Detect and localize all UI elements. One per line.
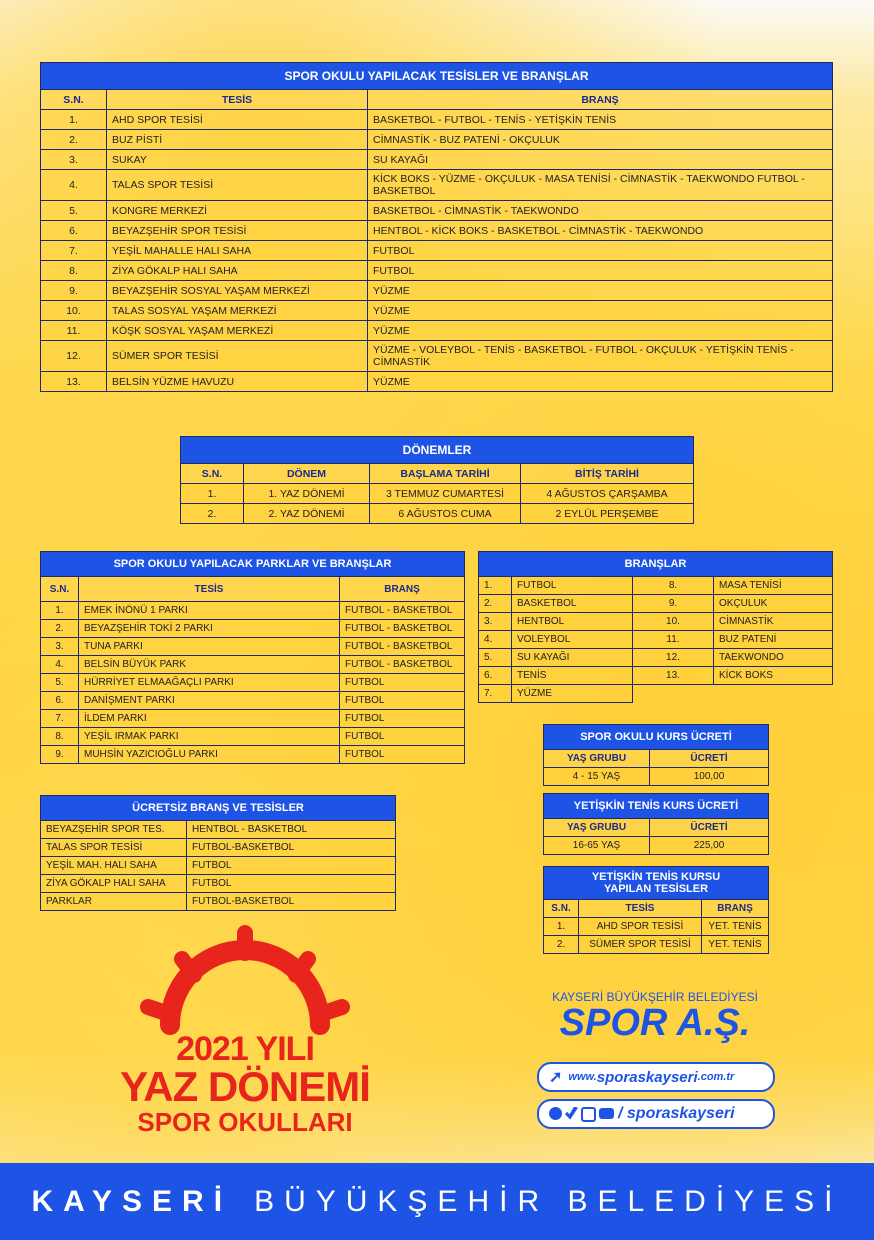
table-row: [41, 372, 833, 392]
row-number: 9.: [41, 746, 79, 764]
title-line: YETİŞKİN TENİS KURSU: [591, 871, 721, 883]
facility-branches: BASKETBOL - CİMNASTİK - TAEKWONDO: [368, 201, 833, 221]
table-row: [41, 170, 833, 201]
row-number: 11.: [633, 631, 714, 649]
row-number: 12.: [633, 649, 714, 667]
tennis-fee-section: [543, 793, 769, 855]
parks-section: [40, 551, 465, 764]
park-branches: FUTBOL: [340, 746, 465, 764]
sun-icon: [110, 925, 380, 1035]
facility-name: BEYAZŞEHİR SPOR TES.: [41, 821, 187, 839]
branch-name: BASKETBOL: [512, 595, 633, 613]
table-row: [41, 656, 465, 674]
table-row: [544, 936, 769, 954]
park-name: DANİŞMENT PARKI: [79, 692, 340, 710]
social-link[interactable]: [537, 1099, 775, 1129]
facility-name: SUKAY: [107, 150, 368, 170]
facility-name: ZİYA GÖKALP HALI SAHA: [41, 875, 187, 893]
youtube-icon: [599, 1108, 614, 1119]
table-row: [41, 261, 833, 281]
table-row: [41, 602, 465, 620]
logo-year: 2021 YILI: [176, 1030, 314, 1068]
course-fee-section: [543, 724, 769, 786]
periods-title: DÖNEMLER: [181, 437, 694, 464]
summer-logo: [110, 925, 380, 1140]
row-number: 5.: [41, 201, 107, 221]
website-link[interactable]: [537, 1062, 775, 1092]
tennis-facilities-title: [544, 867, 769, 900]
facility-branches: SU KAYAĞI: [368, 150, 833, 170]
facility-branches: FUTBOL: [187, 875, 396, 893]
row-number: 13.: [41, 372, 107, 392]
row-number: 7.: [41, 710, 79, 728]
row-number: 1.: [181, 484, 244, 504]
fee-value: 100,00: [650, 768, 769, 786]
table-row: [479, 649, 833, 667]
course-fee-table: [543, 724, 769, 786]
col-header: BRANŞ: [368, 90, 833, 110]
course-fee-title: SPOR OKULU KURS ÜCRETİ: [544, 725, 769, 750]
row-number: 2.: [181, 504, 244, 524]
park-name: BELSİN BÜYÜK PARK: [79, 656, 340, 674]
row-number: 3.: [41, 150, 107, 170]
facility-name: KÖŞK SOSYAL YAŞAM MERKEZİ: [107, 321, 368, 341]
web-prefix: www.: [568, 1071, 597, 1083]
logo-subtitle: SPOR OKULLARI: [137, 1107, 353, 1137]
facility-branches: KİCK BOKS - YÜZME - OKÇULUK - MASA TENİSİ - CİMNASTİK - TAEKWONDO FUTBOL - BASKETBOL: [368, 170, 833, 201]
facebook-icon: [549, 1107, 562, 1120]
col-header: TESİS: [107, 90, 368, 110]
col-header: TESİS: [579, 900, 702, 918]
table-row: [479, 577, 833, 595]
col-header: BAŞLAMA TARİHİ: [370, 464, 521, 484]
brand-org: KAYSERİ BÜYÜKŞEHİR BELEDİYESİ: [552, 990, 758, 1004]
facility-branches: CİMNASTİK - BUZ PATENİ - OKÇULUK: [368, 130, 833, 150]
row-number: 7.: [479, 685, 512, 703]
park-branches: FUTBOL - BASKETBOL: [340, 656, 465, 674]
table-row: [41, 110, 833, 130]
facility-name: SÜMER SPOR TESİSİ: [579, 936, 702, 954]
row-number: 8.: [41, 728, 79, 746]
park-branches: FUTBOL: [340, 692, 465, 710]
row-number: 4.: [41, 170, 107, 201]
tennis-facilities-table: [543, 866, 769, 954]
facility-name: SÜMER SPOR TESİSİ: [107, 341, 368, 372]
table-row: [41, 301, 833, 321]
facility-branches: HENTBOL - KİCK BOKS - BASKETBOL - CİMNASTİK - TAEKWONDO: [368, 221, 833, 241]
branch-name: CİMNASTİK: [714, 613, 833, 631]
facility-branches: YÜZME: [368, 301, 833, 321]
facility-name: YEŞİL MAHALLE HALI SAHA: [107, 241, 368, 261]
table-row: [41, 638, 465, 656]
park-name: İLDEM PARKI: [79, 710, 340, 728]
title-line: YAPILAN TESİSLER: [603, 883, 709, 895]
table-row: [41, 893, 396, 911]
row-number: 4.: [479, 631, 512, 649]
row-number: 9.: [633, 595, 714, 613]
row-number: 2.: [41, 620, 79, 638]
table-row: [41, 674, 465, 692]
table-row: [41, 875, 396, 893]
tennis-fee-title: YETİŞKİN TENİS KURS ÜCRETİ: [544, 794, 769, 819]
facility-branches: FUTBOL-BASKETBOL: [187, 893, 396, 911]
facility-branches: FUTBOL: [187, 857, 396, 875]
facility-branches: HENTBOL - BASKETBOL: [187, 821, 396, 839]
park-name: BEYAZŞEHİR TOKİ 2 PARKI: [79, 620, 340, 638]
facility-name: BEYAZŞEHİR SOSYAL YAŞAM MERKEZİ: [107, 281, 368, 301]
park-name: TUNA PARKI: [79, 638, 340, 656]
branch-name: MASA TENİSİ: [714, 577, 833, 595]
table-row: [41, 746, 465, 764]
empty-cell: [633, 685, 833, 703]
facility-branches: YÜZME: [368, 372, 833, 392]
table-row: [41, 821, 396, 839]
park-branches: FUTBOL: [340, 728, 465, 746]
row-number: 1.: [544, 918, 579, 936]
table-row: [41, 130, 833, 150]
table-row: [41, 728, 465, 746]
table-row: [41, 241, 833, 261]
col-header: S.N.: [41, 90, 107, 110]
row-number: 13.: [633, 667, 714, 685]
row-number: 10.: [633, 613, 714, 631]
row-number: 11.: [41, 321, 107, 341]
facility-name: KONGRE MERKEZİ: [107, 201, 368, 221]
col-header: BİTİŞ TARİHİ: [521, 464, 694, 484]
park-name: MUHSİN YAZICIOĞLU PARKI: [79, 746, 340, 764]
row-number: 12.: [41, 341, 107, 372]
park-branches: FUTBOL - BASKETBOL: [340, 620, 465, 638]
row-number: 10.: [41, 301, 107, 321]
row-number: 5.: [479, 649, 512, 667]
row-number: 3.: [479, 613, 512, 631]
branch-name: VOLEYBOL: [512, 631, 633, 649]
send-icon: ➚: [549, 1069, 563, 1086]
brand-name: SPOR A.Ş.: [559, 1002, 751, 1044]
facility-name: AHD SPOR TESİSİ: [107, 110, 368, 130]
row-number: 1.: [479, 577, 512, 595]
col-header: S.N.: [41, 577, 79, 602]
footer-banner: [0, 1163, 874, 1240]
facility-name: AHD SPOR TESİSİ: [579, 918, 702, 936]
branch-name: OKÇULUK: [714, 595, 833, 613]
facility-name: TALAS SOSYAL YAŞAM MERKEZİ: [107, 301, 368, 321]
row-number: 9.: [41, 281, 107, 301]
start-date: 3 TEMMUZ CUMARTESİ: [370, 484, 521, 504]
table-row: [479, 631, 833, 649]
branches-table: [478, 551, 833, 703]
row-number: 2.: [544, 936, 579, 954]
footer-municipality: BÜYÜKŞEHİR BELEDİYESİ: [254, 1184, 843, 1218]
facility-name: TALAS SPOR TESİSİ: [107, 170, 368, 201]
periods-section: [180, 436, 694, 524]
table-row: [41, 321, 833, 341]
parks-title: SPOR OKULU YAPILACAK PARKLAR VE BRANŞLAR: [41, 552, 465, 577]
park-name: HÜRRİYET ELMAAĞAÇLI PARKI: [79, 674, 340, 692]
facility-name: PARKLAR: [41, 893, 187, 911]
fee-value: 225,00: [650, 837, 769, 855]
tennis-facilities-section: [543, 866, 769, 954]
col-header: BRANŞ: [702, 900, 769, 918]
age-group: 16-65 YAŞ: [544, 837, 650, 855]
row-number: 6.: [479, 667, 512, 685]
branch-name: TENİS: [512, 667, 633, 685]
col-header: S.N.: [181, 464, 244, 484]
col-header: S.N.: [544, 900, 579, 918]
park-branches: FUTBOL - BASKETBOL: [340, 602, 465, 620]
park-name: YEŞİL IRMAK PARKI: [79, 728, 340, 746]
branch-name: SU KAYAĞI: [512, 649, 633, 667]
tennis-fee-table: [543, 793, 769, 855]
social-handle: / sporaskayseri: [618, 1105, 735, 1122]
table-row: [479, 667, 833, 685]
row-number: 4.: [41, 656, 79, 674]
twitter-icon: [565, 1107, 578, 1120]
table-row: [544, 918, 769, 936]
row-number: 6.: [41, 692, 79, 710]
table-row: [41, 201, 833, 221]
table-row: [479, 685, 833, 703]
row-number: 6.: [41, 221, 107, 241]
branch-name: YÜZME: [512, 685, 633, 703]
free-title: ÜCRETSİZ BRANŞ VE TESİSLER: [41, 796, 396, 821]
parks-table: [40, 551, 465, 764]
table-row: [479, 613, 833, 631]
facility-name: YEŞİL MAH. HALI SAHA: [41, 857, 187, 875]
facilities-title: SPOR OKULU YAPILACAK TESİSLER VE BRANŞLAR: [41, 63, 833, 90]
age-group: 4 - 15 YAŞ: [544, 768, 650, 786]
facility-branches: YÜZME: [368, 281, 833, 301]
table-row: [41, 150, 833, 170]
facilities-table: [40, 62, 833, 392]
web-suffix: .com.tr: [697, 1071, 735, 1083]
park-branches: FUTBOL: [340, 674, 465, 692]
row-number: 7.: [41, 241, 107, 261]
facility-branches: FUTBOL: [368, 261, 833, 281]
branch-name: BUZ PATENİ: [714, 631, 833, 649]
web-main: sporaskayseri: [596, 1068, 698, 1086]
branch-name: YET. TENİS: [702, 918, 769, 936]
table-row: [41, 692, 465, 710]
table-row: [41, 620, 465, 638]
row-number: 1.: [41, 602, 79, 620]
table-row: [41, 839, 396, 857]
col-header: YAŞ GRUBU: [544, 819, 650, 837]
branch-name: FUTBOL: [512, 577, 633, 595]
social-icons: [549, 1107, 614, 1122]
facility-branches: FUTBOL-BASKETBOL: [187, 839, 396, 857]
branch-name: HENTBOL: [512, 613, 633, 631]
table-row: [479, 595, 833, 613]
free-table: [40, 795, 396, 911]
facility-branches: YÜZME - VOLEYBOL - TENİS - BASKETBOL - FUTBOL - OKÇULUK - YETİŞKİN TENİS - CİMNASTİK: [368, 341, 833, 372]
end-date: 2 EYLÜL PERŞEMBE: [521, 504, 694, 524]
facility-name: TALAS SPOR TESİSİ: [41, 839, 187, 857]
row-number: 5.: [41, 674, 79, 692]
table-row: [181, 504, 694, 524]
period-name: 2. YAZ DÖNEMİ: [244, 504, 370, 524]
row-number: 3.: [41, 638, 79, 656]
facility-name: ZİYA GÖKALP HALI SAHA: [107, 261, 368, 281]
branch-name: TAEKWONDO: [714, 649, 833, 667]
table-row: [41, 281, 833, 301]
free-section: [40, 795, 396, 911]
branch-name: YET. TENİS: [702, 936, 769, 954]
park-name: EMEK İNÖNÜ 1 PARKI: [79, 602, 340, 620]
facilities-section: [40, 62, 833, 392]
row-number: 1.: [41, 110, 107, 130]
table-row: [181, 484, 694, 504]
facility-name: BEYAZŞEHİR SPOR TESİSİ: [107, 221, 368, 241]
facility-branches: FUTBOL: [368, 241, 833, 261]
instagram-icon: [581, 1107, 596, 1122]
branches-title: BRANŞLAR: [479, 552, 833, 577]
table-row: [41, 341, 833, 372]
row-number: 8.: [41, 261, 107, 281]
col-header: ÜCRETİ: [650, 819, 769, 837]
row-number: 8.: [633, 577, 714, 595]
table-row: [41, 857, 396, 875]
facility-branches: BASKETBOL - FUTBOL - TENİS - YETİŞKİN TENİS: [368, 110, 833, 130]
periods-table: [180, 436, 694, 524]
park-branches: FUTBOL - BASKETBOL: [340, 638, 465, 656]
col-header: BRANŞ: [340, 577, 465, 602]
table-row: [41, 710, 465, 728]
end-date: 4 AĞUSTOS ÇARŞAMBA: [521, 484, 694, 504]
branches-section: [478, 551, 833, 703]
period-name: 1. YAZ DÖNEMİ: [244, 484, 370, 504]
start-date: 6 AĞUSTOS CUMA: [370, 504, 521, 524]
facility-branches: YÜZME: [368, 321, 833, 341]
row-number: 2.: [479, 595, 512, 613]
table-row: [41, 221, 833, 241]
branch-name: KİCK BOKS: [714, 667, 833, 685]
park-branches: FUTBOL: [340, 710, 465, 728]
col-header: YAŞ GRUBU: [544, 750, 650, 768]
logo-title: YAZ DÖNEMİ: [120, 1063, 370, 1110]
col-header: ÜCRETİ: [650, 750, 769, 768]
col-header: TESİS: [79, 577, 340, 602]
footer-city: KAYSERİ: [31, 1184, 233, 1218]
facility-name: BUZ PİSTİ: [107, 130, 368, 150]
row-number: 2.: [41, 130, 107, 150]
facility-name: BELSİN YÜZME HAVUZU: [107, 372, 368, 392]
col-header: DÖNEM: [244, 464, 370, 484]
